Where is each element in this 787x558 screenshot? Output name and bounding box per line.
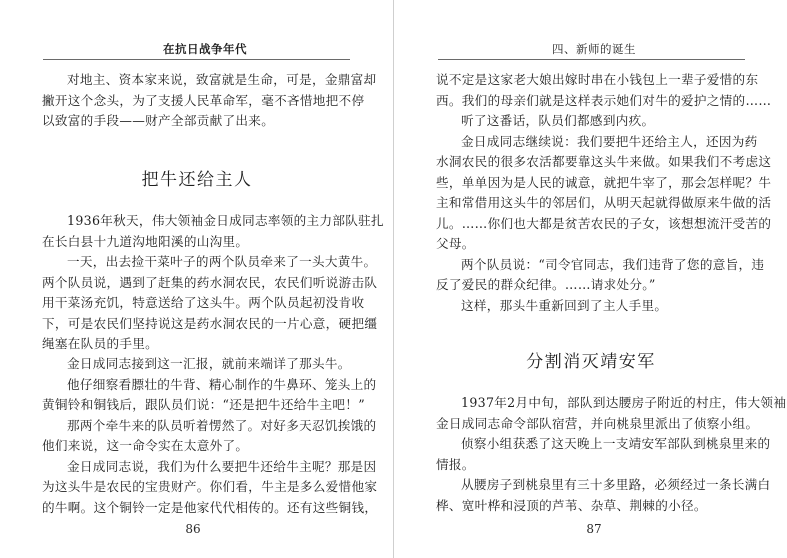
left-paragraph-line: 1936年秋天，伟大领袖金日成同志率领的主力部队驻扎 [67, 213, 384, 228]
right-continued-line: 西。我们的母亲们就是这样表示她们对牛的爱护之情的…… [436, 93, 772, 108]
left-section-title: 把牛还给主人 [141, 170, 253, 190]
left-continued-line: 对地主、资本家来说，致富就是生命，可是，金鼎富却 [67, 72, 377, 87]
left-page [0, 0, 393, 558]
right-page [394, 0, 787, 558]
left-running-head: 在抗日战争年代 [163, 42, 247, 56]
left-paragraph-line: 黄铜铃和铜钱后，跟队员们说：“还是把牛还给牛主吧！” [42, 397, 365, 412]
right-continued-line: 听了这番话，队员们都感到内疚。 [461, 113, 655, 128]
right-page-number: 87 [586, 522, 602, 536]
left-paragraph-line: 在长白县十九道沟地阳溪的山沟里。 [42, 234, 249, 249]
left-paragraph-line: 绳塞在队员的手里。 [42, 336, 159, 351]
right-paragraph-line: 金日成同志继续说：我们要把牛还给主人，还因为药 [461, 134, 758, 149]
left-paragraph-line: 金日成同志接到这一汇报，就前来端详了那头牛。 [67, 356, 351, 371]
right-paragraph-line: 反了爱民的群众纪律。……请求处分。” [436, 277, 656, 292]
right-paragraph-line: 父母。 [436, 236, 475, 251]
right-paragraph-line: 这样，那头牛重新回到了主人手里。 [461, 298, 668, 313]
left-paragraph-line: 的牛啊。这个铜铃一定是他家代代相传的。还有这些铜钱， [42, 500, 378, 515]
left-paragraph-line: 为这头牛是农民的宝贵财产。你们看，牛主是多么爱惜他家 [42, 479, 378, 494]
left-page-number: 86 [185, 522, 201, 536]
right-paragraph-line: 金日成同志命令部队宿营，并向桃泉里派出了侦察小组。 [436, 416, 759, 431]
right-section-title: 分割消灭靖安军 [526, 352, 656, 372]
right-header-rule [438, 59, 745, 60]
left-continued-line: 以致富的手段——财产全部贡献了出来。 [42, 113, 275, 128]
right-paragraph-line: 侦察小组获悉了这天晚上一支靖安军部队到桃泉里来的 [461, 436, 771, 451]
left-paragraph-line: 他们来说，这一命令实在太意外了。 [42, 438, 249, 453]
right-paragraph-line: 桦、宽叶桦和浸顶的芦苇、杂草、荆棘的小径。 [436, 498, 707, 513]
right-paragraph-line: 水洞农民的很多农活都要靠这头牛来做。如果我们不考虑这 [436, 154, 772, 169]
left-header-rule [43, 59, 350, 60]
right-paragraph-line: 主和常借用这头牛的邻居们，从明天起就得做原来牛做的活 [436, 195, 772, 210]
right-paragraph-line: 两个队员说：“司令官同志，我们违背了您的意旨，违 [461, 257, 765, 272]
right-paragraph-line: 1937年2月中旬，部队到达腰房子附近的村庄，伟大领袖 [461, 395, 787, 410]
right-continued-line: 说不定是这家老大娘出嫁时串在小钱包上一辈子爱惜的东 [436, 72, 759, 87]
right-paragraph-line: 情报。 [436, 457, 475, 472]
left-paragraph-line: 一天，出去捡干菜叶子的两个队员牵来了一头大黄牛。 [67, 254, 377, 269]
left-paragraph-line: 他仔细察看膘壮的牛背、精心制作的牛鼻环、笼头上的 [67, 377, 377, 392]
left-continued-line: 撇开这个念头，为了支援人民革命军，毫不吝惜地把不停 [42, 93, 365, 108]
left-paragraph-line: 用干菜汤充饥，特意送给了这头牛。两个队员起初没肯收 [42, 295, 365, 310]
right-paragraph-line: 些，单单因为是人民的诚意，就把牛宰了，那会怎样呢？牛 [436, 175, 772, 190]
left-paragraph-line: 下，可是农民们坚持说这是药水洞农民的一片心意，硬把缰 [42, 316, 378, 331]
right-paragraph-line: 从腰房子到桃泉里有三十多里路，必须经过一条长满白 [461, 477, 771, 492]
left-paragraph-line: 两个队员说，遇到了赶集的药水洞农民，农民们听说游击队 [42, 275, 378, 290]
left-paragraph-line: 那两个牵牛来的队员听着愣然了。对好多天忍饥挨饿的 [67, 418, 377, 433]
right-paragraph-line: 儿。……你们也大都是贫苦农民的子女，该想想流汗受苦的 [436, 216, 772, 231]
left-paragraph-line: 金日成同志说，我们为什么要把牛还给牛主呢？那是因 [67, 459, 377, 474]
right-running-head: 四、新师的诞生 [552, 42, 636, 56]
